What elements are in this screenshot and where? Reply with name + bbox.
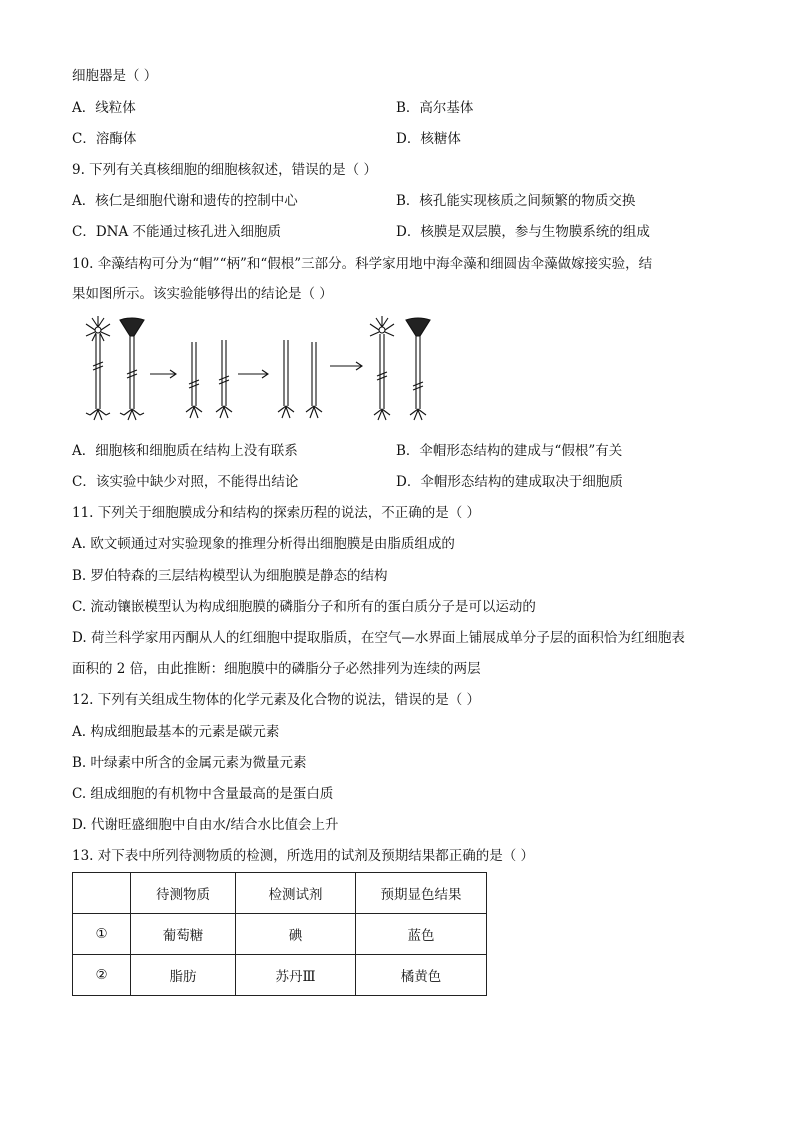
q10-option-b: B．伞帽形态结构的建成与“假根”有关 xyxy=(396,443,623,459)
table-cell: 脂肪 xyxy=(131,955,236,996)
grafted-stalks-step1 xyxy=(186,340,232,418)
table-cell: 蓝色 xyxy=(356,914,487,955)
q8-option-d: D．核糖体 xyxy=(396,131,461,147)
plant-crenulated-original xyxy=(120,318,144,420)
q10-option-d: D．伞帽形态结构的建成取决于细胞质 xyxy=(396,474,623,490)
q11-option-c: C. 流动镶嵌模型认为构成细胞膜的磷脂分子和所有的蛋白质分子是可以运动的 xyxy=(72,599,536,615)
table-cell: 葡萄糖 xyxy=(131,914,236,955)
q13-table xyxy=(72,872,487,996)
table-row xyxy=(73,955,487,996)
q9-option-a: A．核仁是细胞代谢和遗传的控制中心 xyxy=(72,193,298,209)
acetabularia-grafting-figure xyxy=(72,314,452,432)
q11-stem: 11. 下列关于细胞膜成分和结构的探索历程的说法，不正确的是（ ） xyxy=(72,505,481,521)
table-cell: 碘 xyxy=(236,914,356,955)
plant-result-flower-cap xyxy=(370,316,394,420)
q11-option-b: B. 罗伯特森的三层结构模型认为细胞膜是静态的结构 xyxy=(72,568,388,584)
arrow-2 xyxy=(238,370,268,378)
q11-option-d-line2: 面积的 2 倍，由此推断：细胞膜中的磷脂分子必然排列为连续的两层 xyxy=(72,661,481,677)
q12-option-b: B. 叶绿素中所含的金属元素为微量元素 xyxy=(72,755,307,771)
table-header-cell: 检测试剂 xyxy=(236,873,356,914)
table-header-cell xyxy=(73,873,131,914)
table-row xyxy=(73,914,487,955)
table-cell: ① xyxy=(73,914,131,955)
q9-stem: 9. 下列有关真核细胞的细胞核叙述，错误的是（ ） xyxy=(72,162,377,178)
q10-option-a: A．细胞核和细胞质在结构上没有联系 xyxy=(72,443,298,459)
q8-option-b: B．高尔基体 xyxy=(396,100,474,116)
plant-result-umbrella-cap xyxy=(406,318,430,420)
table-cell: 橘黄色 xyxy=(356,955,487,996)
table-header-row xyxy=(73,873,487,914)
q10-stem-line1: 10. 伞藻结构可分为“帽”“柄”和“假根”三部分。科学家用地中海伞藻和细圆齿伞藻做嫁接实验，结 xyxy=(72,256,653,272)
table-cell: 苏丹Ⅲ xyxy=(236,955,356,996)
q8-stem-tail: 细胞器是（ ） xyxy=(72,68,158,84)
q9-option-d: D．核膜是双层膜，参与生物膜系统的组成 xyxy=(396,224,650,240)
q10-option-c: C．该实验中缺少对照，不能得出结论 xyxy=(72,474,299,490)
q12-option-a: A. 构成细胞最基本的元素是碳元素 xyxy=(72,724,280,740)
q10-stem-line2: 果如图所示。该实验能够得出的结论是（ ） xyxy=(72,286,333,302)
arrow-1 xyxy=(150,370,176,378)
q11-option-d-line1: D. 荷兰科学家用丙酮从人的红细胞中提取脂质，在空气—水界面上铺展成单分子层的面积恰为红细胞表 xyxy=(72,630,685,646)
q8-option-a: A．线粒体 xyxy=(72,100,136,116)
plant-mediterranean-original xyxy=(86,316,110,420)
table-header-cell: 预期显色结果 xyxy=(356,873,487,914)
table-header-cell: 待测物质 xyxy=(131,873,236,914)
q9-option-b: B．核孔能实现核质之间频繁的物质交换 xyxy=(396,193,636,209)
q12-option-c: C. 组成细胞的有机物中含量最高的是蛋白质 xyxy=(72,786,334,802)
q13-stem: 13. 对下表中所列待测物质的检测，所选用的试剂及预期结果都正确的是（ ） xyxy=(72,848,535,864)
grafted-stalks-step2 xyxy=(278,340,322,418)
q11-option-a: A. 欧文顿通过对实验现象的推理分析得出细胞膜是由脂质组成的 xyxy=(72,536,455,552)
q12-stem: 12. 下列有关组成生物体的化学元素及化合物的说法，错误的是（ ） xyxy=(72,692,481,708)
q9-option-c: C．DNA 不能通过核孔进入细胞质 xyxy=(72,224,282,240)
table-cell: ② xyxy=(73,955,131,996)
q12-option-d: D. 代谢旺盛细胞中自由水/结合水比值会上升 xyxy=(72,817,339,833)
q8-option-c: C．溶酶体 xyxy=(72,131,137,147)
arrow-3 xyxy=(330,362,362,370)
